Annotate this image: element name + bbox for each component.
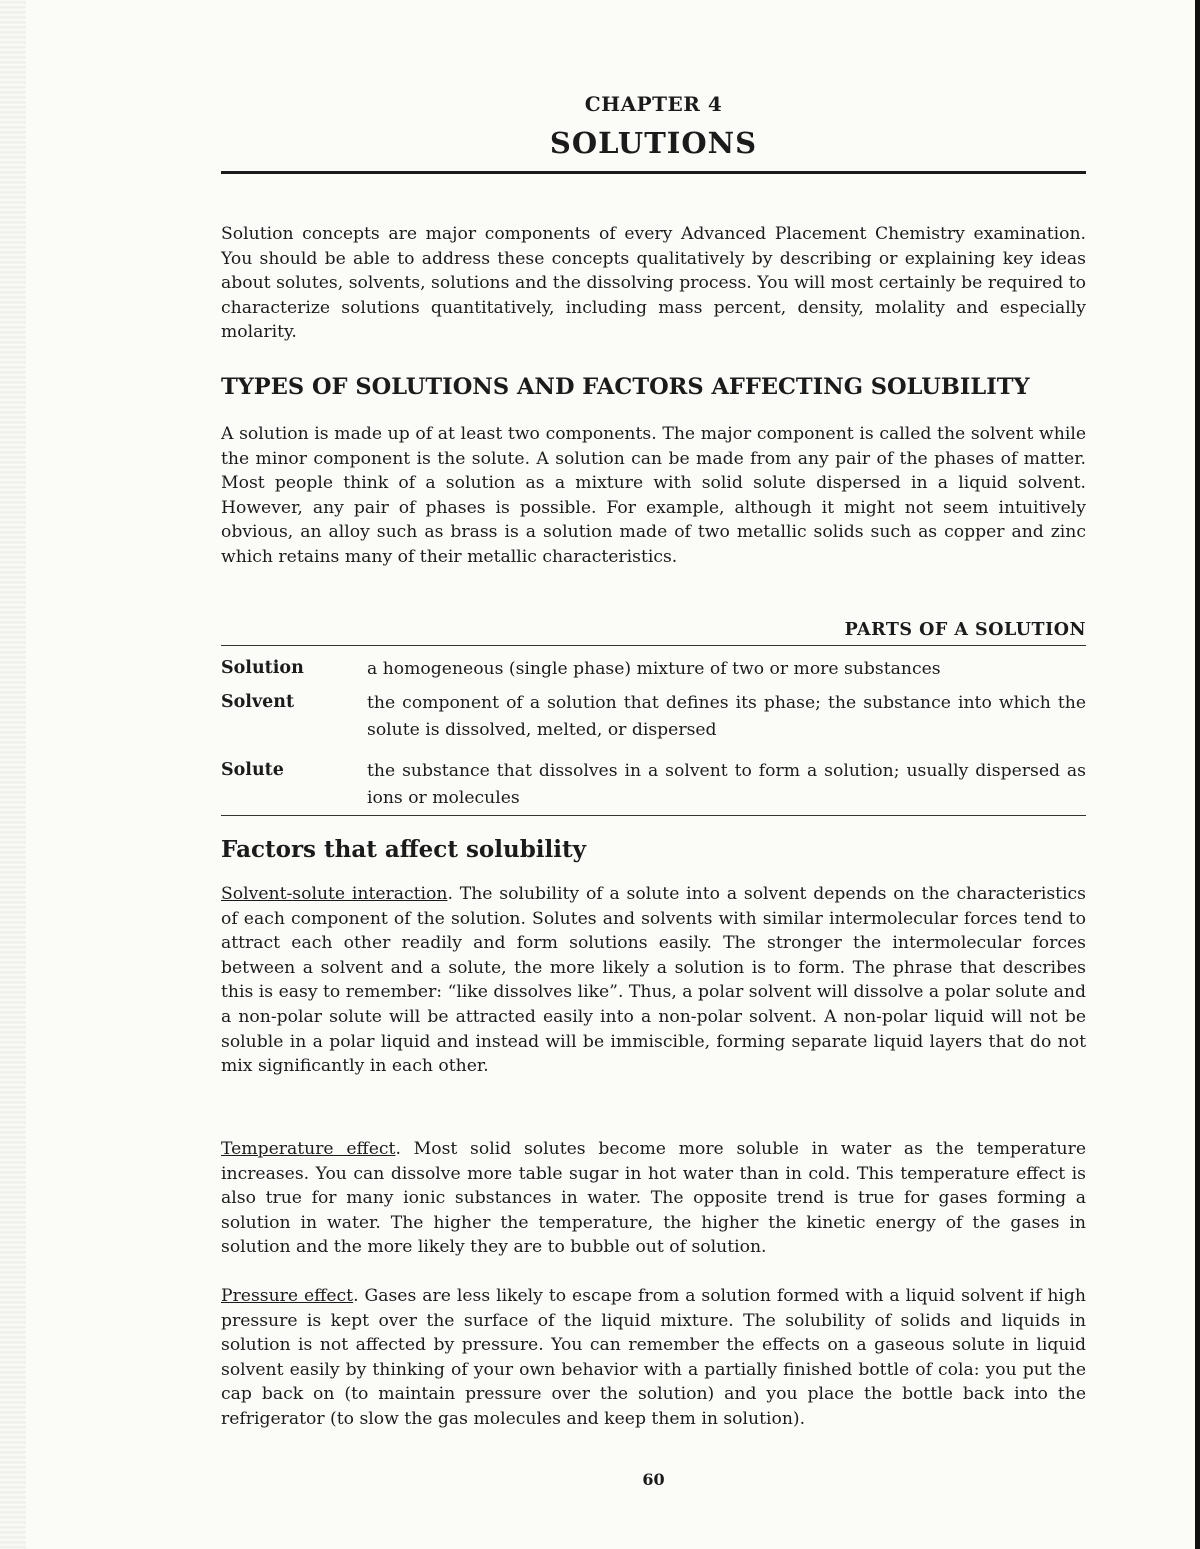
factors-heading: Factors that affect solubility [221, 836, 586, 863]
parts-box-top-rule [221, 645, 1086, 646]
factor-label-punct: . [447, 884, 453, 904]
term-solute: Solute [221, 760, 284, 780]
definition-solution: a homogeneous (single phase) mixture of two or more substances [367, 659, 941, 679]
parts-box-bottom-rule [221, 815, 1086, 816]
title-rule [221, 171, 1086, 174]
factor-paragraph [221, 1137, 1086, 1260]
term-solvent: Solvent [221, 692, 295, 712]
factor-label: Temperature effect [221, 1139, 396, 1159]
term-solution: Solution [221, 658, 304, 678]
factor-label-punct: . [353, 1286, 359, 1306]
factor-label: Pressure effect [221, 1286, 354, 1306]
factor-text: The solubility of a solute into a solvent depends on the characteristics of each component of the solution. Solutes and solvents with similar intermolecular forces tend to attract each other readily and form solutions easily. The stronger the intermolecular forces between a solvent and a solute, the more likely a solution is to form. The phrase that describes this is easy to remember: “like dissolves like”. Thus, a polar solvent will dissolve a polar solute and a non-polar solute will be attracted easily into a non-polar solvent. A non-polar liquid will not be soluble in a polar liquid and instead will be immiscible, forming separate liquid layers that do not mix significantly in each other. [221, 884, 1086, 1077]
types-paragraph: A solution is made up of at least two components. The major component is called the solvent while the minor component is the solute. A solution can be made from any pair of the phases of matter. Most people think of a solution as a mixture with solid solute dispersed in a liquid solvent. However, any pair of phases is possible. For example, although it might not seem intuitively obvious, an alloy such as brass is a solution made of two metallic solids such as copper and zinc which retains many of their metallic characteristics. [221, 424, 1086, 567]
factor-label-punct: . [395, 1139, 401, 1159]
chapter-label: CHAPTER 4 [584, 92, 723, 116]
page-number: 60 [642, 1470, 665, 1489]
factor-text: Most solid solutes become more soluble in water as the temperature increases. You can dissolve more table sugar in hot water than in cold. This temperature effect is also true for many ionic substances in water. The opposite trend is true for gases forming a solution in water. The higher the temperature, the higher the kinetic energy of the gases in solution and the more likely they are to bubble out of solution. [221, 1139, 1086, 1258]
scan-left-edge [0, 0, 26, 1549]
scan-right-edge [1195, 0, 1200, 1549]
intro-paragraph: Solution concepts are major components of every Advanced Placement Chemistry examination. You should be able to address these concepts qualitatively by describing or explaining key ideas about solutes, solvents, solutions and the dissolving process. You will most certainly be required to characterize solutions quantitatively, including mass percent, density, molality and especially molarity. [221, 224, 1086, 343]
definition-solvent: the component of a solution that defines its phase; the substance into which the solute is dissolved, melted, or dispersed [367, 693, 1086, 740]
section-heading-types: TYPES OF SOLUTIONS AND FACTORS AFFECTING SOLUBILITY [221, 374, 1030, 400]
factor-paragraph [221, 1284, 1086, 1432]
definition-solute: the substance that dissolves in a solvent to form a solution; usually dispersed as ions or molecules [367, 761, 1086, 808]
parts-box-title: PARTS OF A SOLUTION [844, 620, 1086, 640]
chapter-title: SOLUTIONS [549, 126, 758, 160]
factor-text: Gases are less likely to escape from a solution formed with a liquid solvent if high pressure is kept over the surface of the liquid mixture. The solubility of solids and liquids in solution is not affected by pressure. You can remember the effects on a gaseous solute in liquid solvent easily by thinking of your own behavior with a partially finished bottle of cola: you put the cap back on (to maintain pressure over the solution) and you place the bottle back into the refrigerator (to slow the gas molecules and keep them in solution). [221, 1286, 1086, 1429]
factor-paragraph [221, 882, 1086, 1079]
factor-label: Solvent-solute interaction [221, 884, 448, 904]
